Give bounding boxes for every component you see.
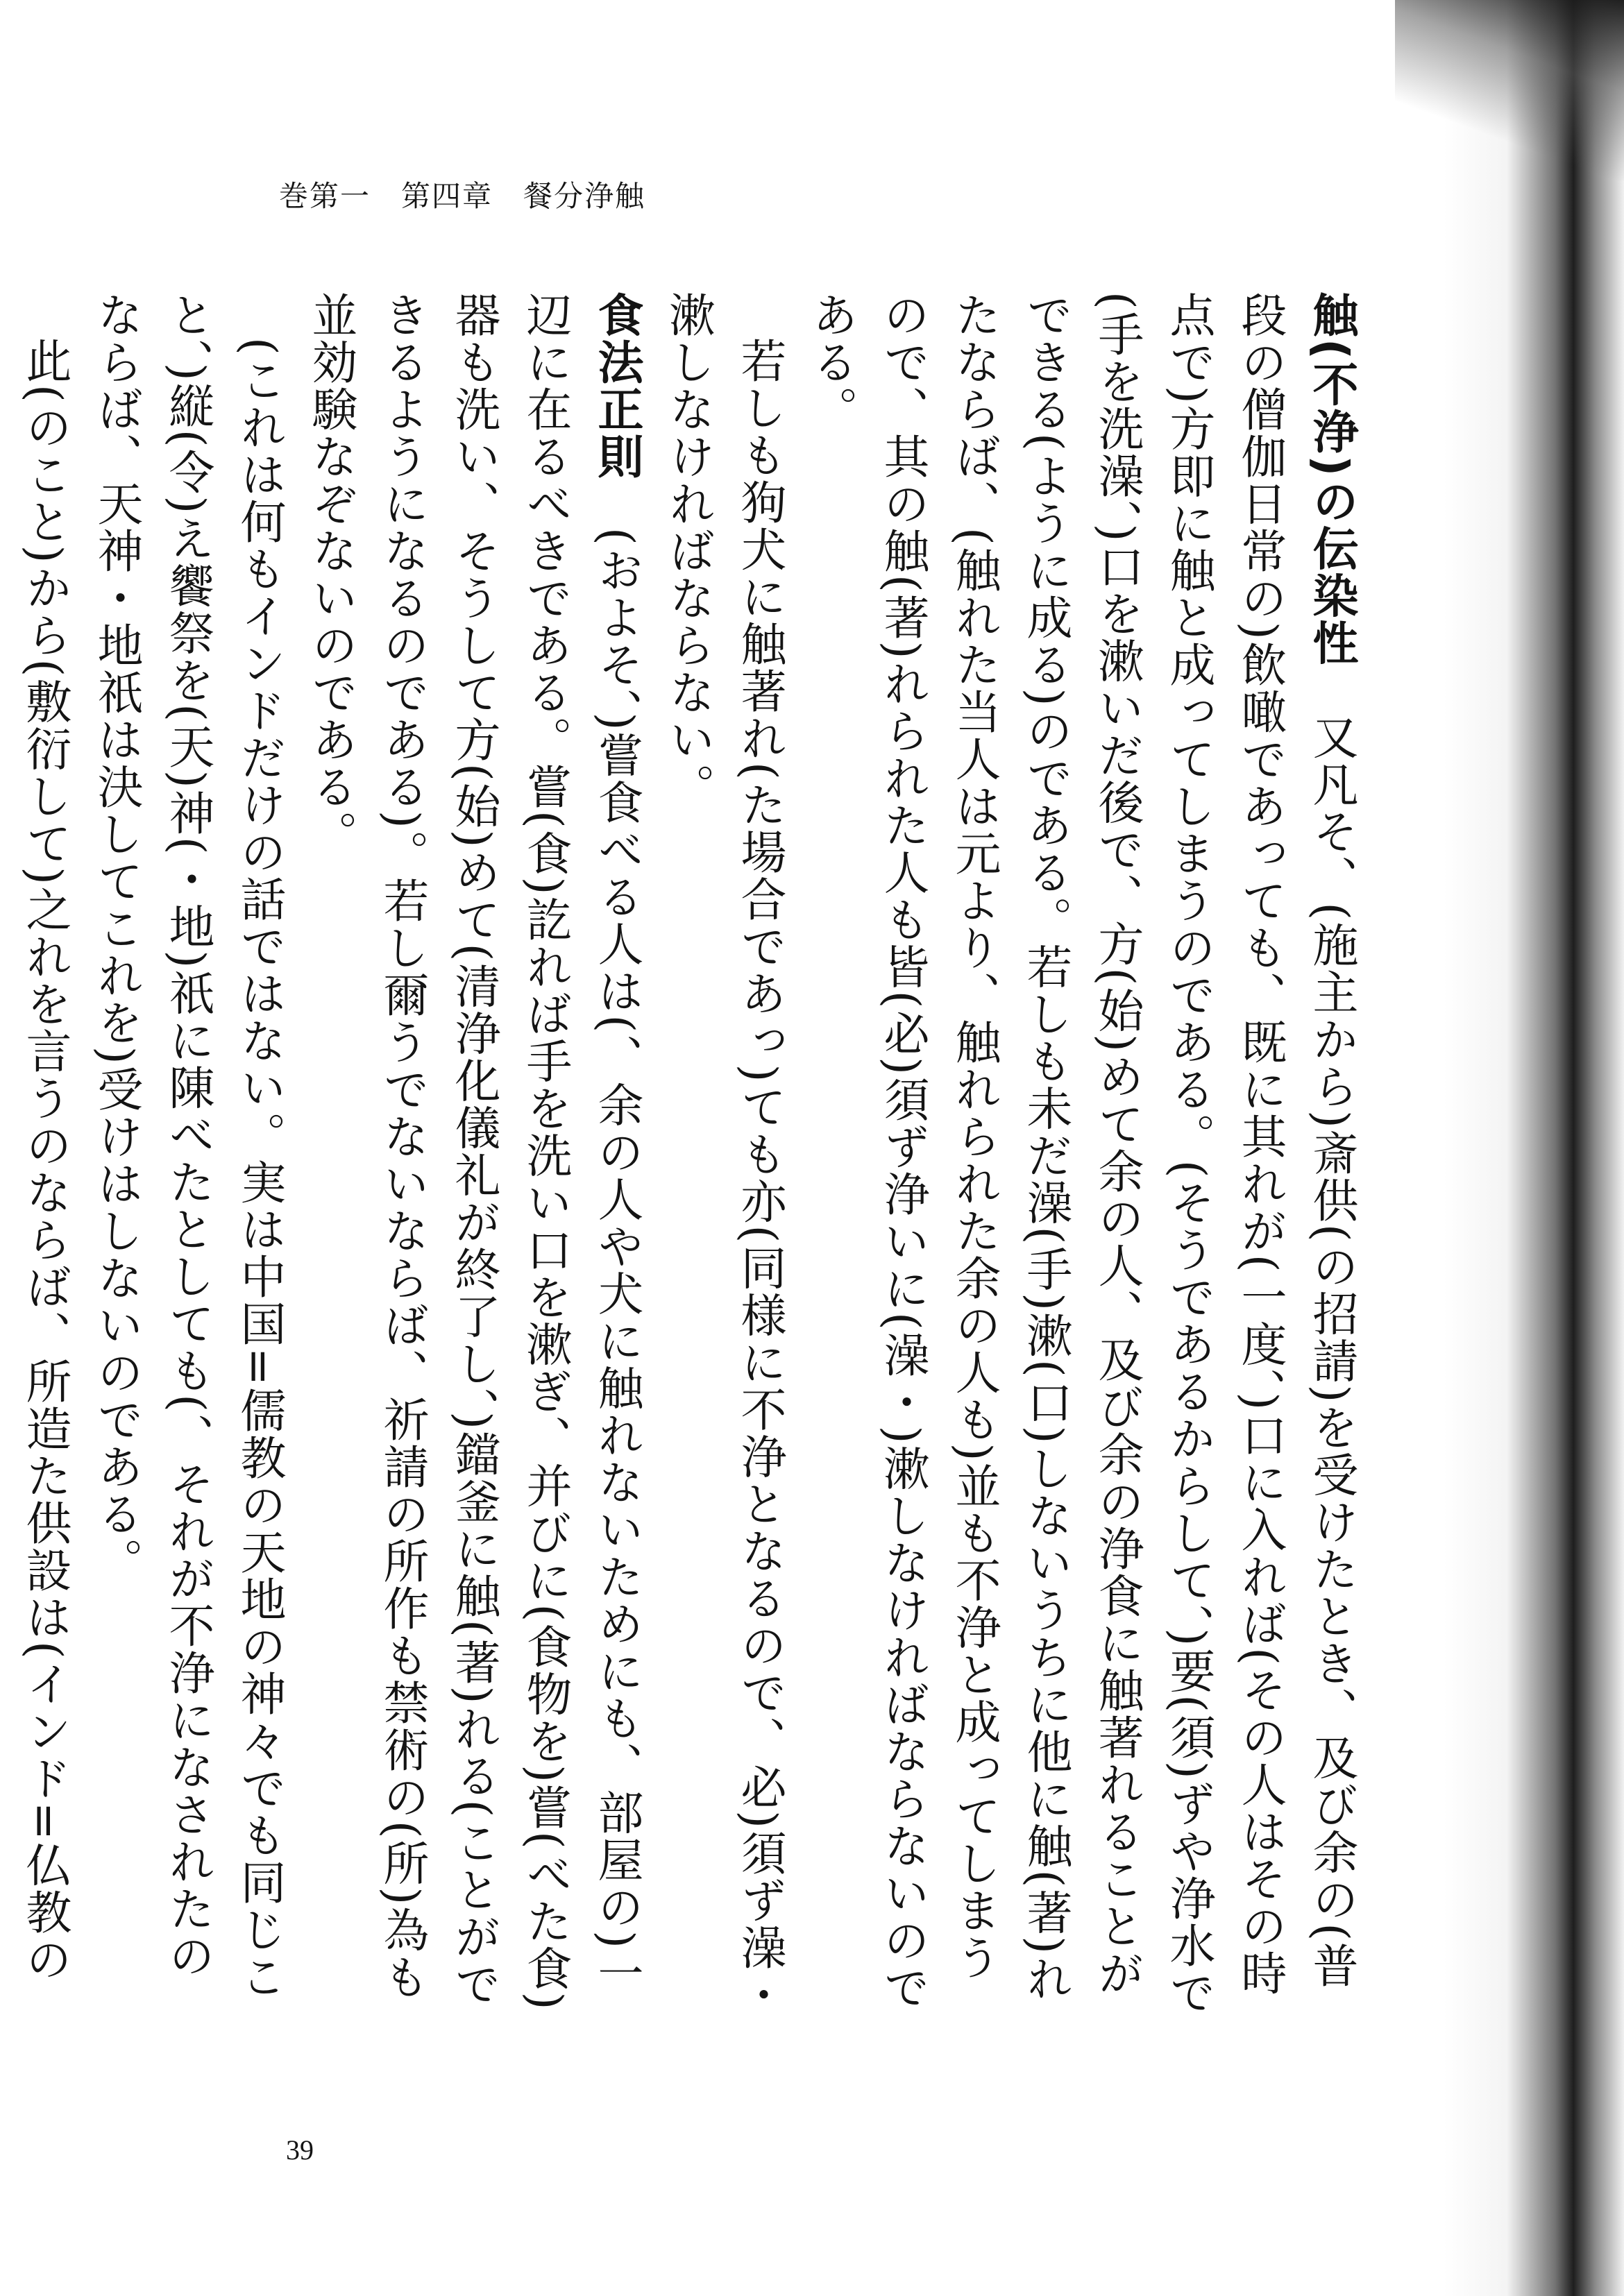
section-paragraph-eating-rules (295, 291, 652, 2026)
paragraph-offerings: 此(のこと)から(敷衍して)之れを言うのならば、所造た供設は(インド=仏教の (18, 337, 71, 1984)
section-paragraph-contagion (795, 291, 1367, 2026)
section-text-eating-rules: (およそ、)嘗食べる人は(、余の人や犬に触れないためにも、部屋の)一辺に在るべきである。嘗(食)訖れば手を洗い口を漱ぎ、并びに(食物を)嘗(べた食)器も洗い、そうして方(始)めて(清浄化儀礼が終了し、)鐺釜に触(著)れる(ことができるようになるのである)。若し爾うでないならば、祈請の所作も禁術の(所)為も並効験なぞないのである。 (304, 291, 643, 2012)
section-heading-eating-rules: 食法正則 (590, 291, 643, 480)
binding-corner-shadow (1395, 0, 1624, 180)
paragraph-dogs: 若しも狗犬に触著れ(た場合であっ)ても亦(同様に不浄となるので、必)須ず澡・漱しなければならない。 (661, 291, 786, 2018)
running-head: 巻第一 第四章 餐分浄触 (279, 179, 646, 213)
section-heading-contagion: 触(不浄)の伝染性 (1305, 291, 1358, 667)
binding-shadow (1444, 0, 1624, 2296)
paragraph-china: (これは何もインドだけの話ではない。実は中国=儒教の天地の神々でも同じこと、)縦(令)え饗祭を(天)神(・地)祇に陳べたとしても(、それが不浄になされたのならば、天神・地祇は決してこれを)受けはしないのである。 (90, 291, 286, 2001)
page-number: 39 (286, 2134, 314, 2166)
section-text-contagion: 又凡そ、(施主から)斎供(の招請)を受けたとき、及び余の(普段の僧伽日常の)飲噉であっても、既に其れが(一度、)口に入れば(その人はその時点で)方即に触と成ってしまうのである。(そうであるからして、)要(須)ずや浄水で(手を洗澡、)口を漱いだ後で、方(始)めて余の人、及び余の浄食に触著れることができる(ように成る)のである。若しも未だ澡(手)漱(口)しないうちに他に触(著)れたならば、(触れた当人は元より、触れられた余の人も)並も不浄と成ってしまうので、其の触(著)れられた人も皆(必)須ず浄いに(澡・)漱しなければならないのである。 (804, 291, 1358, 2016)
vertical-body-text (18, 291, 1367, 2026)
